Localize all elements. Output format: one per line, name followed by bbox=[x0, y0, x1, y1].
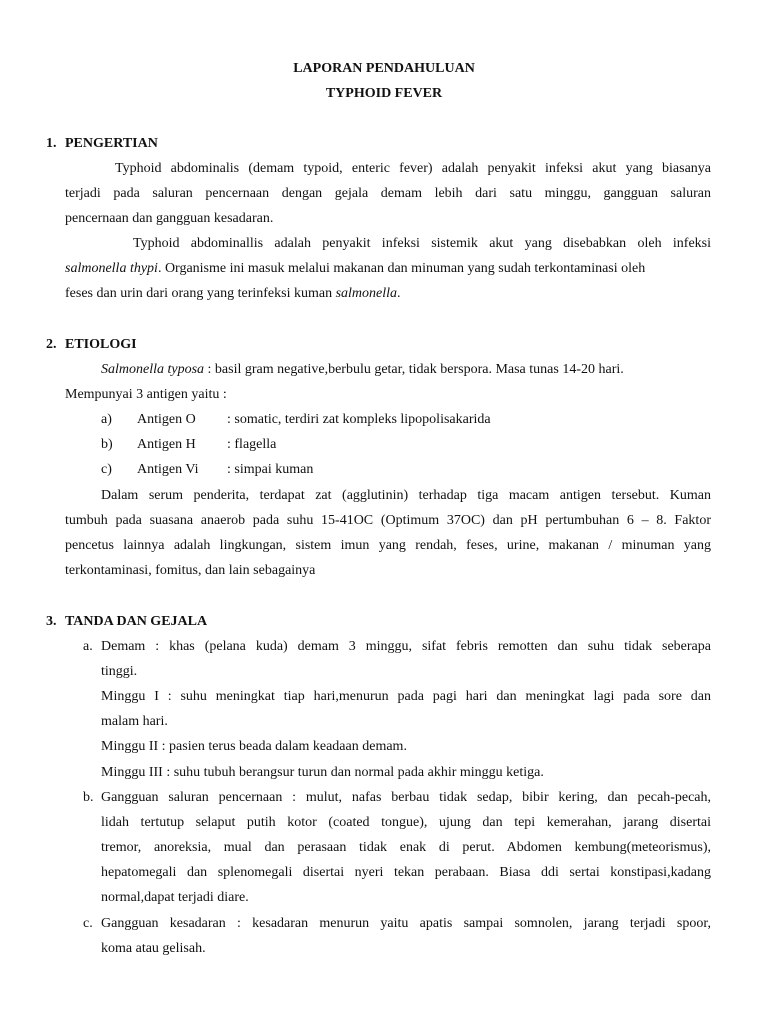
text-run: . bbox=[397, 286, 401, 301]
list-marker: c) bbox=[101, 462, 112, 477]
antigen-desc: : somatic, terdiri zat kompleks lipopolisakarida bbox=[227, 412, 491, 427]
antigen-desc: : simpai kuman bbox=[227, 462, 314, 477]
s2-p2-line-3: pencetus lainnya adalah lingkungan, sistem imun yang rendah, feses, urine, makanan / minuman yang bbox=[65, 538, 711, 553]
section-3-heading: TANDA DAN GEJALA bbox=[65, 614, 208, 629]
text-run: feses dan urin dari orang yang terinfeksi kuman bbox=[65, 286, 336, 301]
section-1-heading: PENGERTIAN bbox=[65, 136, 158, 151]
italic-term: salmonella thypi bbox=[65, 261, 158, 276]
text-run: . Organisme ini masuk melalui makanan dan minuman yang sudah terkontaminasi oleh bbox=[157, 261, 646, 276]
s2-p2-line-1: Dalam serum penderita, terdapat zat (agglutinin) terhadap tiga macam antigen tersebut. Kuman bbox=[101, 488, 711, 503]
s3-c-line-2: koma atau gelisah. bbox=[101, 941, 206, 956]
s1-p1-line-3: pencernaan dan gangguan kesadaran. bbox=[65, 211, 274, 226]
section-1-number: 1. bbox=[46, 136, 57, 151]
antigen-list-item bbox=[101, 435, 276, 455]
s3-b-line-2: lidah tertutup selaput putih kotor (coated tongue), ujung dan tepi kemerahan, jarang disertai bbox=[101, 815, 711, 830]
list-marker: b) bbox=[101, 437, 113, 452]
antigen-name: Antigen H bbox=[137, 437, 196, 452]
s3-a-line-2: tinggi. bbox=[101, 664, 138, 679]
list-marker-b: b. bbox=[83, 790, 94, 805]
text-run: : basil gram negative,berbulu getar, tidak berspora. Masa tunas 14-20 hari. bbox=[204, 362, 624, 377]
s1-p1-line-2: terjadi pada saluran pencernaan dengan gejala demam lebih dari satu minggu, gangguan saluran bbox=[65, 186, 711, 201]
italic-term: salmonella bbox=[335, 286, 398, 301]
s2-line-2: Mempunyai 3 antigen yaitu : bbox=[65, 387, 227, 402]
list-marker: a) bbox=[101, 412, 112, 427]
s3-b-line-4: hepatomegali dan splenomegali disertai nyeri tekan perabaan. Biasa ddi sertai konstipasi,kadang bbox=[101, 865, 711, 880]
s3-a-line-6: Minggu III : suhu tubuh berangsur turun dan normal pada akhir minggu ketiga. bbox=[101, 765, 544, 780]
antigen-name: Antigen O bbox=[137, 412, 196, 427]
document-title: LAPORAN PENDAHULUAN bbox=[293, 61, 475, 76]
s3-a-line-1: Demam : khas (pelana kuda) demam 3 minggu, sifat febris remotten dan suhu tidak seberapa bbox=[101, 639, 711, 654]
s3-b-line-5: normal,dapat terjadi diare. bbox=[101, 890, 249, 905]
s2-p2-line-2: tumbuh pada suasana anaerob pada suhu 15-41OC (Optimum 37OC) dan pH pertumbuhan 6 – 8. Faktor bbox=[65, 513, 711, 528]
antigen-desc: : flagella bbox=[227, 437, 277, 452]
s3-b-line-3: tremor, anoreksia, mual dan perasaan tidak enak di perut. Abdomen kembung(meteorismus), bbox=[101, 840, 711, 855]
antigen-list-item bbox=[101, 460, 313, 480]
section-2-heading: ETIOLOGI bbox=[65, 337, 137, 352]
s3-a-line-5: Minggu II : pasien terus beada dalam keadaan demam. bbox=[101, 739, 407, 754]
s3-c-line-1: Gangguan kesadaran : kesadaran menurun yaitu apatis sampai somnolen, jarang terjadi spoor, bbox=[101, 916, 711, 931]
s1-p1-line-1: Typhoid abdominalis (demam typoid, enteric fever) adalah penyakit infeksi akut yang biasanya bbox=[115, 161, 711, 176]
s2-line-1 bbox=[101, 360, 624, 380]
list-marker-c: c. bbox=[83, 916, 93, 931]
list-marker-a: a. bbox=[83, 639, 93, 654]
s2-p2-line-4: terkontaminasi, fomitus, dan lain sebagainya bbox=[65, 563, 316, 578]
antigen-name: Antigen Vi bbox=[137, 462, 199, 477]
section-3-number: 3. bbox=[46, 614, 57, 629]
section-2-number: 2. bbox=[46, 337, 57, 352]
s3-a-line-3: Minggu I : suhu meningkat tiap hari,menurun pada pagi hari dan meningkat lagi pada sore dan bbox=[101, 689, 711, 704]
s1-p2-line-2 bbox=[65, 259, 645, 279]
s3-a-line-4: malam hari. bbox=[101, 714, 168, 729]
s1-p2-line-1: Typhoid abdominallis adalah penyakit infeksi sistemik akut yang disebabkan oleh infeksi bbox=[133, 236, 711, 251]
s3-b-line-1: Gangguan saluran pencernaan : mulut, nafas berbau tidak sedap, bibir kering, dan pecah-pecah, bbox=[101, 790, 711, 805]
antigen-list-item bbox=[101, 410, 491, 430]
document-subtitle: TYPHOID FEVER bbox=[325, 86, 443, 101]
s1-p2-line-3 bbox=[65, 284, 401, 304]
italic-term: Salmonella typosa bbox=[101, 362, 205, 377]
